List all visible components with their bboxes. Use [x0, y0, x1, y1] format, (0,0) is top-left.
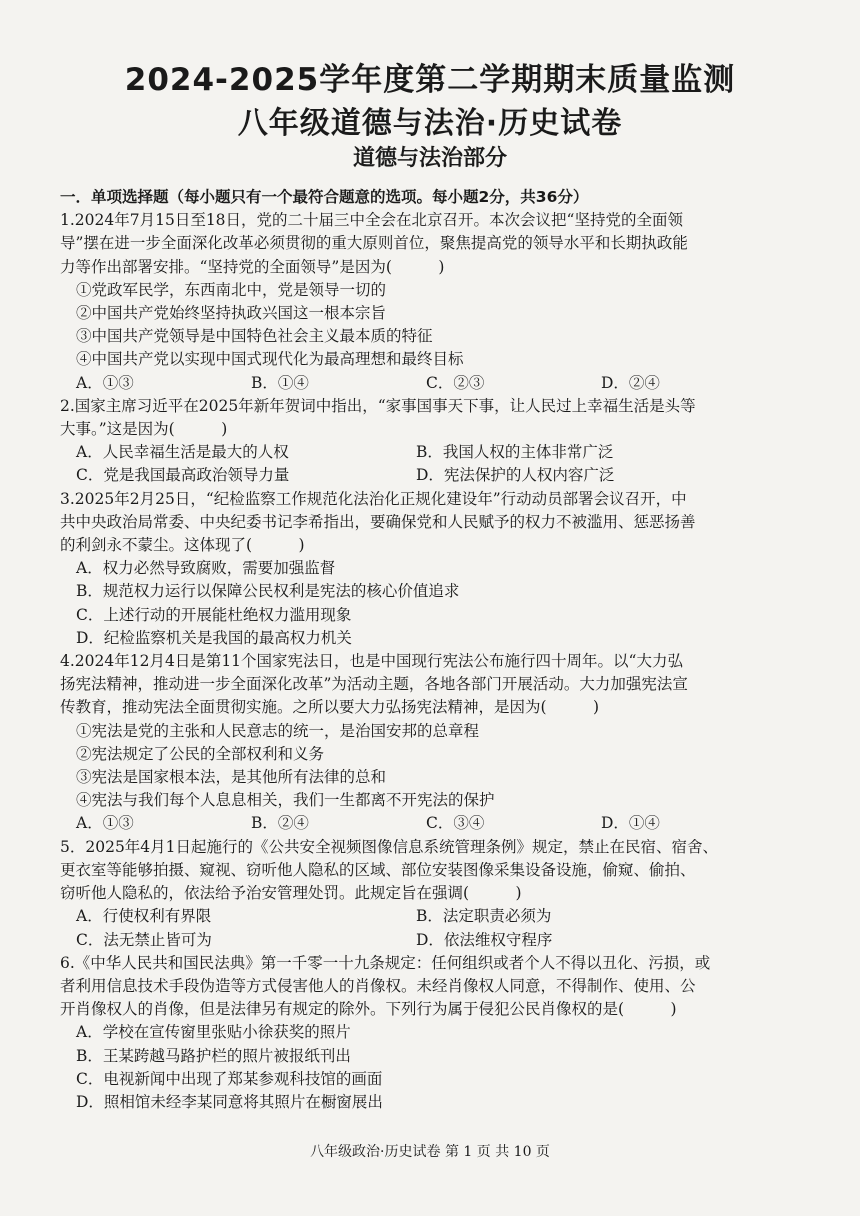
question-4-stem-line: 扬宪法精神，推动进一步全面深化改革”为活动主题，各地各部门开展活动。大力加强宪法宣 [60, 675, 688, 694]
question-5-stem-line: 更衣室等能够拍摄、窥视、窃听他人隐私的区域、部位安装图像采集设备设施，偷窥、偷拍、 [60, 860, 696, 879]
question-1-stem-line: 力等作出部署安排。“坚持党的全面领导”是因为( ) [60, 257, 445, 276]
question-1-stem-line: 导”摆在进一步全面深化改革必须贯彻的重大原则首位，聚焦提高党的领导水平和长期执政能 [60, 234, 688, 253]
option-a: A．行使权利有界限 [76, 907, 212, 926]
question-3-stem-line: 3.2025年2月25日，“纪检监察工作规范化法治化正规化建设年”行动动员部署会议召开，中 [60, 489, 687, 508]
option-a: A．①③ [76, 814, 134, 833]
option-b: B．王某跨越马路护栏的照片被报纸刊出 [76, 1046, 351, 1065]
page-footer: 八年级政治·历史试卷 第 1 页 共 10 页 [310, 1144, 550, 1160]
question-3-stem-line: 共中央政治局常委、中央纪委书记李希指出，要确保党和人民赋予的权力不被滥用、惩恶扬善 [60, 512, 696, 531]
question-2-stem-line: 2.国家主席习近平在2025年新年贺词中指出，“家事国事天下事，让人民过上幸福生活是头等 [60, 396, 696, 415]
question-1-statement: ④中国共产党以实现中国式现代化为最高理想和最终目标 [76, 350, 464, 369]
question-5-stem-line: 窃听他人隐私的，依法给予治安管理处罚。此规定旨在强调( ) [60, 884, 522, 903]
question-2-options [60, 464, 830, 487]
question-4-statement: ①宪法是党的主张和人民意志的统一，是治国安邦的总章程 [76, 721, 480, 740]
option-a: A．学校在宣传窗里张贴小徐获奖的照片 [76, 1023, 351, 1042]
option-b: B．①④ [251, 373, 309, 392]
option-c: C．党是我国最高政治领导力量 [76, 466, 290, 485]
question-1 [60, 209, 830, 395]
question-5 [60, 836, 830, 952]
question-4-statement: ④宪法与我们每个人息息相关，我们一生都离不开宪法的保护 [76, 791, 495, 810]
question-2-stem-line: 大事。”这是因为( ) [60, 420, 228, 439]
question-4-options [60, 812, 830, 835]
question-4-statement: ②宪法规定了公民的全部权利和义务 [76, 744, 325, 763]
option-a: A．权力必然导致腐败，需要加强监督 [76, 559, 336, 578]
question-1-statement: ②中国共产党始终坚持执政兴国这一根本宗旨 [76, 304, 387, 323]
question-5-options [60, 905, 830, 928]
option-a: A．人民幸福生活是最大的人权 [76, 443, 289, 462]
option-d: D．①④ [601, 814, 660, 833]
option-c: C．②③ [426, 373, 485, 392]
question-4-statement: ③宪法是国家根本法，是其他所有法律的总和 [76, 768, 387, 787]
question-6-stem-line: 者利用信息技术手段伪造等方式侵害他人的肖像权。未经肖像权人同意，不得制作、使用、公 [60, 976, 696, 995]
question-2-options [60, 441, 830, 464]
option-b: B．我国人权的主体非常广泛 [416, 443, 614, 462]
option-d: D．照相馆未经李某同意将其照片在橱窗展出 [76, 1092, 383, 1111]
question-4-stem-line: 4.2024年12月4日是第11个国家宪法日，也是中国现行宪法公布施行四十周年。以“大力弘 [60, 652, 683, 671]
question-3-stem-line: 的利剑永不蒙尘。这体现了( ) [60, 536, 305, 555]
question-6-stem-line: 开肖像权人的肖像，但是法律另有规定的除外。下列行为属于侵犯公民肖像权的是( ) [60, 1000, 677, 1019]
question-3 [60, 488, 830, 650]
option-c: C．法无禁止皆可为 [76, 930, 212, 949]
option-b: B．法定职责必须为 [416, 907, 552, 926]
option-d: D．②④ [601, 373, 660, 392]
question-1-statement: ③中国共产党领导是中国特色社会主义最本质的特征 [76, 327, 433, 346]
exam-content [60, 186, 830, 1114]
option-d: D．纪检监察机关是我国的最高权力机关 [76, 628, 352, 647]
exam-subtitle: 八年级道德与法治·历史试卷 [237, 106, 623, 141]
exam-title: 2024-2025学年度第二学期期末质量监测 [124, 62, 736, 98]
option-c: C．电视新闻中出现了郑某参观科技馆的画面 [76, 1069, 383, 1088]
option-d: D．依法维权守程序 [416, 930, 553, 949]
option-a: A．①③ [76, 373, 134, 392]
option-c: C．③④ [426, 814, 485, 833]
question-1-stem-line: 1.2024年7月15日至18日，党的二十届三中全会在北京召开。本次会议把“坚持党的全面领 [60, 211, 683, 230]
question-6 [60, 952, 830, 1114]
option-b: B．②④ [251, 814, 309, 833]
question-5-options [60, 929, 830, 952]
question-4-stem-line: 传教育，推动宪法全面贯彻实施。之所以要大力弘扬宪法精神，是因为( ) [60, 698, 600, 717]
option-d: D．宪法保护的人权内容广泛 [416, 466, 615, 485]
option-b: B．规范权力运行以保障公民权利是宪法的核心价值追求 [76, 582, 460, 601]
question-1-options [60, 372, 830, 395]
question-4 [60, 650, 830, 836]
exam-part-title: 道德与法治部分 [352, 146, 507, 171]
question-1-statement: ①党政军民学，东西南北中，党是领导一切的 [76, 280, 387, 299]
option-c: C．上述行动的开展能杜绝权力滥用现象 [76, 605, 352, 624]
question-6-stem-line: 6.《中华人民共和国民法典》第一千零一十九条规定：任何组织或者个人不得以丑化、污损，或 [60, 953, 711, 972]
section-heading: 一．单项选择题（每小题只有一个最符合题意的选项。每小题2分，共36分） [60, 188, 589, 206]
question-2 [60, 395, 830, 488]
question-5-stem-line: 5．2025年4月1日起施行的《公共安全视频图像信息系统管理条例》规定，禁止在民宿、宿舍、 [60, 837, 719, 856]
